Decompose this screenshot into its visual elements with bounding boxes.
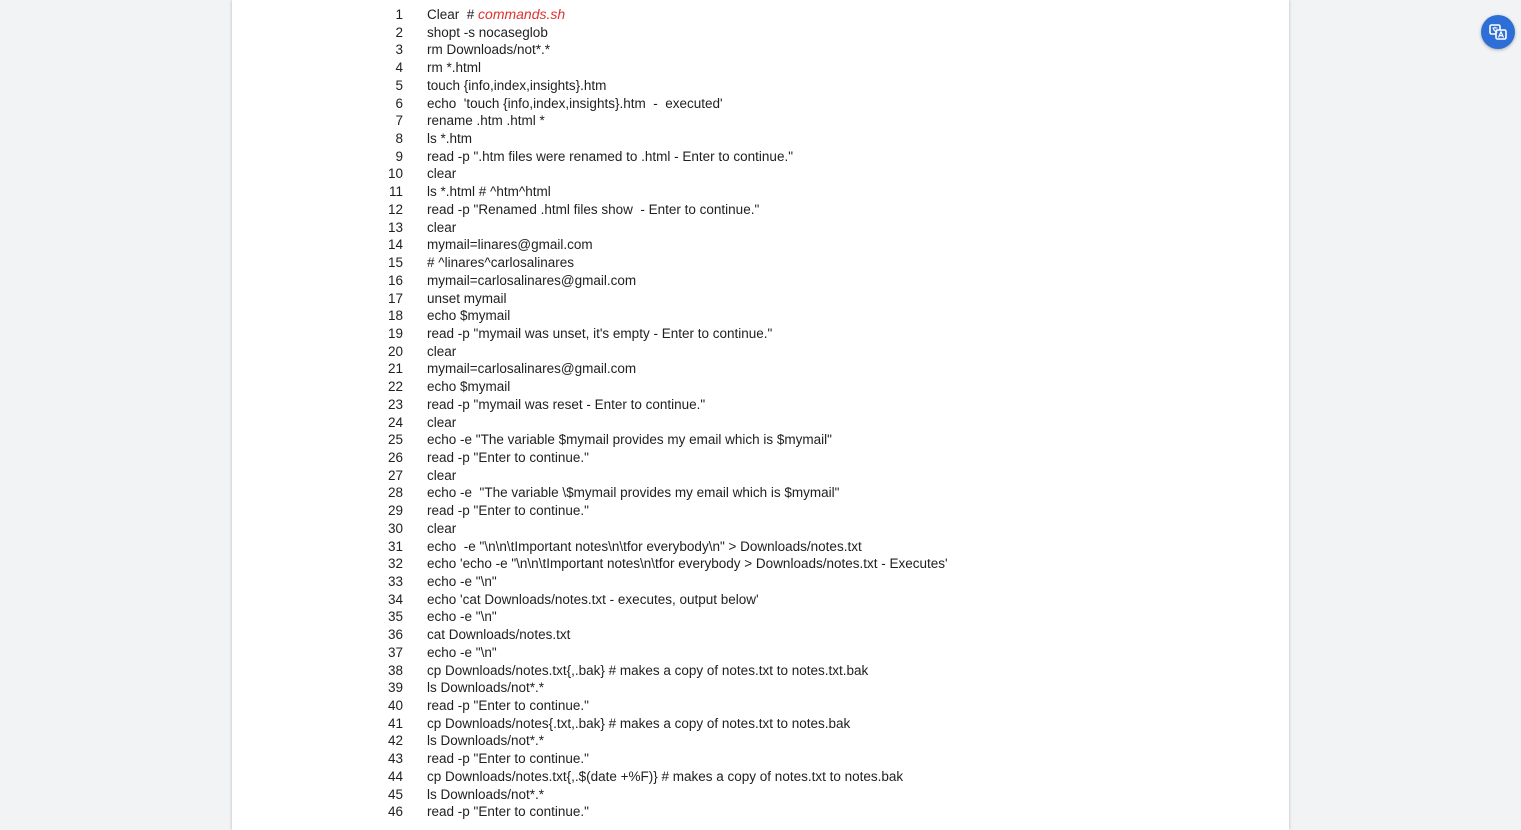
line-number: 24 bbox=[387, 414, 403, 430]
line-code: touch {info,index,insights}.htm bbox=[427, 77, 607, 93]
line-code: mymail=linares@gmail.com bbox=[427, 237, 593, 253]
line-number: 20 bbox=[387, 343, 403, 359]
code-line bbox=[232, 307, 1289, 325]
line-text bbox=[427, 41, 550, 59]
code-line bbox=[232, 431, 1289, 449]
line-code: echo $mymail bbox=[427, 379, 511, 395]
code-line bbox=[232, 786, 1289, 804]
line-code: clear bbox=[427, 467, 457, 483]
line-text bbox=[427, 219, 456, 237]
line-number: 45 bbox=[387, 786, 403, 802]
code-line bbox=[232, 201, 1289, 219]
line-code: echo -e "\n" bbox=[427, 574, 497, 589]
line-code: read -p "Enter to continue." bbox=[427, 449, 589, 465]
line-code: cp Downloads/notes.txt{,.$(date +%F)} # makes a copy of notes.txt to notes.bak bbox=[427, 768, 904, 784]
code-line bbox=[232, 644, 1289, 662]
line-number: 9 bbox=[395, 148, 403, 164]
line-code: ls Downloads/not*.* bbox=[427, 733, 545, 749]
line-code: read -p "Enter to continue." bbox=[427, 751, 589, 767]
code-line bbox=[232, 768, 1289, 786]
line-text bbox=[427, 431, 832, 449]
line-code: clear bbox=[427, 520, 457, 536]
line-code: echo -e "The variable \$mymail provides my email which is $mymail" bbox=[427, 485, 840, 501]
line-number: 40 bbox=[387, 698, 403, 714]
line-code: mymail=carlosalinares@gmail.com bbox=[427, 272, 637, 288]
line-code: rename .htm .html * bbox=[427, 113, 545, 129]
line-number: 34 bbox=[387, 591, 403, 607]
code-line bbox=[232, 378, 1289, 396]
line-code: read -p ".htm files were renamed to .html - Enter to continue." bbox=[427, 148, 793, 164]
line-number: 4 bbox=[395, 60, 403, 76]
code-line bbox=[232, 520, 1289, 538]
line-number: 11 bbox=[388, 184, 403, 200]
code-line bbox=[232, 608, 1289, 626]
line-text bbox=[427, 396, 705, 414]
code-line bbox=[232, 290, 1289, 308]
code-line bbox=[232, 165, 1289, 183]
line-number: 17 bbox=[387, 290, 403, 306]
line-code: cat Downloads/notes.txt bbox=[427, 627, 571, 643]
line-text bbox=[427, 325, 772, 343]
line-code: echo 'touch {info,index,insights}.htm - executed' bbox=[427, 95, 723, 111]
line-text bbox=[427, 467, 456, 485]
line-code: echo -e "The variable $mymail provides my email which is $mymail" bbox=[427, 432, 832, 448]
line-text bbox=[427, 290, 507, 308]
line-code: ls *.html # ^htm^html bbox=[427, 184, 551, 200]
line-number: 46 bbox=[387, 804, 403, 820]
line-text bbox=[427, 378, 510, 396]
line-text bbox=[427, 307, 510, 325]
code-line bbox=[232, 502, 1289, 520]
line-number: 43 bbox=[387, 751, 403, 767]
line-text bbox=[427, 732, 544, 750]
line-text bbox=[427, 715, 850, 733]
code-line bbox=[232, 77, 1289, 95]
code-line bbox=[232, 41, 1289, 59]
code-line bbox=[232, 112, 1289, 130]
code-line bbox=[232, 732, 1289, 750]
line-number: 31 bbox=[387, 538, 403, 554]
line-number: 38 bbox=[387, 662, 403, 678]
line-code: clear bbox=[427, 219, 457, 235]
line-text bbox=[427, 679, 544, 697]
line-number: 6 bbox=[395, 95, 403, 111]
line-code: echo 'cat Downloads/notes.txt - executes, output below' bbox=[427, 591, 759, 607]
code-line bbox=[232, 236, 1289, 254]
code-line bbox=[232, 130, 1289, 148]
line-text bbox=[427, 449, 589, 467]
code-line bbox=[232, 24, 1289, 42]
line-number: 26 bbox=[387, 449, 403, 465]
line-number: 18 bbox=[387, 308, 403, 324]
line-text bbox=[427, 6, 565, 24]
line-number: 30 bbox=[387, 520, 403, 536]
code-line bbox=[232, 343, 1289, 361]
line-number: 10 bbox=[387, 166, 403, 182]
line-text bbox=[427, 803, 589, 821]
line-code: clear bbox=[427, 414, 457, 430]
line-number: 28 bbox=[387, 485, 403, 501]
line-code: shopt -s nocaseglob bbox=[427, 24, 548, 40]
line-text bbox=[427, 148, 793, 166]
line-code: ls *.htm bbox=[427, 131, 473, 147]
line-number: 44 bbox=[387, 768, 403, 784]
line-text bbox=[427, 555, 948, 573]
line-text bbox=[427, 484, 839, 502]
line-text bbox=[427, 183, 551, 201]
line-number: 36 bbox=[387, 627, 403, 643]
line-code: ls Downloads/not*.* bbox=[427, 680, 545, 696]
line-number: 12 bbox=[387, 201, 403, 217]
line-code: echo $mymail bbox=[427, 308, 511, 324]
code-line bbox=[232, 573, 1289, 591]
line-code: read -p "mymail was unset, it's empty - Enter to continue." bbox=[427, 325, 773, 341]
line-code: ls Downloads/not*.* bbox=[427, 786, 545, 802]
code-line bbox=[232, 750, 1289, 768]
code-line bbox=[232, 484, 1289, 502]
line-code: clear bbox=[427, 343, 457, 359]
line-number: 14 bbox=[387, 237, 403, 253]
line-text bbox=[427, 662, 868, 680]
code-line bbox=[232, 95, 1289, 113]
code-line bbox=[232, 360, 1289, 378]
line-code: echo -e "\n" bbox=[427, 644, 497, 660]
code-line bbox=[232, 679, 1289, 697]
line-code: read -p "Renamed .html files show - Enter to continue." bbox=[427, 201, 760, 217]
code-line bbox=[232, 591, 1289, 609]
line-code: echo -e "\n\n\tImportant notes\n\tfor everybody\n" > Downloads/notes.txt bbox=[427, 538, 862, 554]
line-text bbox=[427, 165, 456, 183]
code-line bbox=[232, 626, 1289, 644]
line-code: cp Downloads/notes.txt{,.bak} # makes a copy of notes.txt to notes.txt.bak bbox=[427, 662, 869, 678]
code-line bbox=[232, 272, 1289, 290]
line-code: read -p "Enter to continue." bbox=[427, 503, 589, 519]
code-line bbox=[232, 325, 1289, 343]
line-number: 8 bbox=[395, 131, 403, 147]
line-number: 21 bbox=[387, 361, 403, 377]
line-text bbox=[427, 236, 593, 254]
line-code: rm *.html bbox=[427, 60, 481, 76]
line-text bbox=[427, 750, 589, 768]
line-code: cp Downloads/notes{.txt,.bak} # makes a copy of notes.txt to notes.bak bbox=[427, 715, 851, 731]
line-number: 15 bbox=[387, 255, 403, 271]
code-line bbox=[232, 697, 1289, 715]
line-number: 39 bbox=[387, 680, 403, 696]
line-number: 1 bbox=[395, 7, 403, 22]
line-text bbox=[427, 24, 548, 42]
line-code: clear bbox=[427, 166, 457, 182]
line-number: 16 bbox=[387, 272, 403, 288]
line-code: read -p "mymail was reset - Enter to continue." bbox=[427, 396, 706, 412]
line-number: 22 bbox=[387, 379, 403, 395]
line-text bbox=[427, 573, 497, 591]
code-line bbox=[232, 662, 1289, 680]
line-text bbox=[427, 254, 574, 272]
line-code: # ^linares^carlosalinares bbox=[427, 255, 574, 271]
line-text bbox=[427, 768, 903, 786]
line-text bbox=[427, 130, 472, 148]
line-code: read -p "Enter to continue." bbox=[427, 698, 589, 714]
translate-button[interactable] bbox=[1481, 15, 1515, 49]
line-text bbox=[427, 608, 497, 626]
line-text bbox=[427, 95, 723, 113]
line-code: mymail=carlosalinares@gmail.com bbox=[427, 361, 637, 377]
filename-comment: commands.sh bbox=[478, 6, 566, 22]
line-number: 13 bbox=[387, 219, 403, 235]
line-number: 19 bbox=[387, 325, 403, 341]
line-text bbox=[427, 538, 862, 556]
line-code: rm Downloads/not*.* bbox=[427, 42, 551, 58]
line-text bbox=[427, 644, 497, 662]
code-line bbox=[232, 183, 1289, 201]
line-code: echo -e "\n" bbox=[427, 609, 497, 625]
line-text bbox=[427, 520, 456, 538]
line-number: 23 bbox=[387, 396, 403, 412]
code-line bbox=[232, 555, 1289, 573]
line-text bbox=[427, 414, 456, 432]
line-number: 33 bbox=[387, 574, 403, 589]
line-code: echo 'echo -e "\n\n\tImportant notes\n\tfor everybody > Downloads/notes.txt - Executes' bbox=[427, 556, 948, 572]
code-line bbox=[232, 449, 1289, 467]
line-number: 27 bbox=[387, 467, 403, 483]
line-number: 5 bbox=[395, 77, 403, 93]
line-number: 7 bbox=[395, 113, 403, 129]
line-text bbox=[427, 697, 589, 715]
line-text bbox=[427, 272, 636, 290]
line-number: 32 bbox=[387, 556, 403, 572]
code-listing bbox=[232, 6, 1289, 821]
line-number: 35 bbox=[387, 609, 403, 625]
line-number: 37 bbox=[387, 644, 403, 660]
code-line bbox=[232, 219, 1289, 237]
line-code: unset mymail bbox=[427, 290, 507, 306]
code-line bbox=[232, 715, 1289, 733]
line-code: Clear # bbox=[427, 7, 479, 22]
code-line bbox=[232, 59, 1289, 77]
line-text bbox=[427, 360, 636, 378]
code-line bbox=[232, 148, 1289, 166]
line-number: 29 bbox=[387, 503, 403, 519]
line-text bbox=[427, 112, 545, 130]
line-number: 41 bbox=[387, 715, 403, 731]
line-number: 25 bbox=[387, 432, 403, 448]
line-number: 3 bbox=[395, 42, 403, 58]
line-code: read -p "Enter to continue." bbox=[427, 804, 589, 820]
translate-icon bbox=[1488, 22, 1508, 42]
code-line bbox=[232, 6, 1289, 24]
line-text bbox=[427, 77, 606, 95]
code-line bbox=[232, 254, 1289, 272]
document-page bbox=[232, 0, 1289, 830]
line-text bbox=[427, 786, 544, 804]
line-number: 42 bbox=[387, 733, 403, 749]
code-line bbox=[232, 538, 1289, 556]
code-line bbox=[232, 414, 1289, 432]
line-text bbox=[427, 201, 759, 219]
code-line bbox=[232, 467, 1289, 485]
code-line bbox=[232, 803, 1289, 821]
line-text bbox=[427, 59, 481, 77]
line-text bbox=[427, 626, 570, 644]
line-text bbox=[427, 502, 589, 520]
line-text bbox=[427, 591, 759, 609]
line-text bbox=[427, 343, 456, 361]
code-line bbox=[232, 396, 1289, 414]
line-number: 2 bbox=[395, 24, 403, 40]
